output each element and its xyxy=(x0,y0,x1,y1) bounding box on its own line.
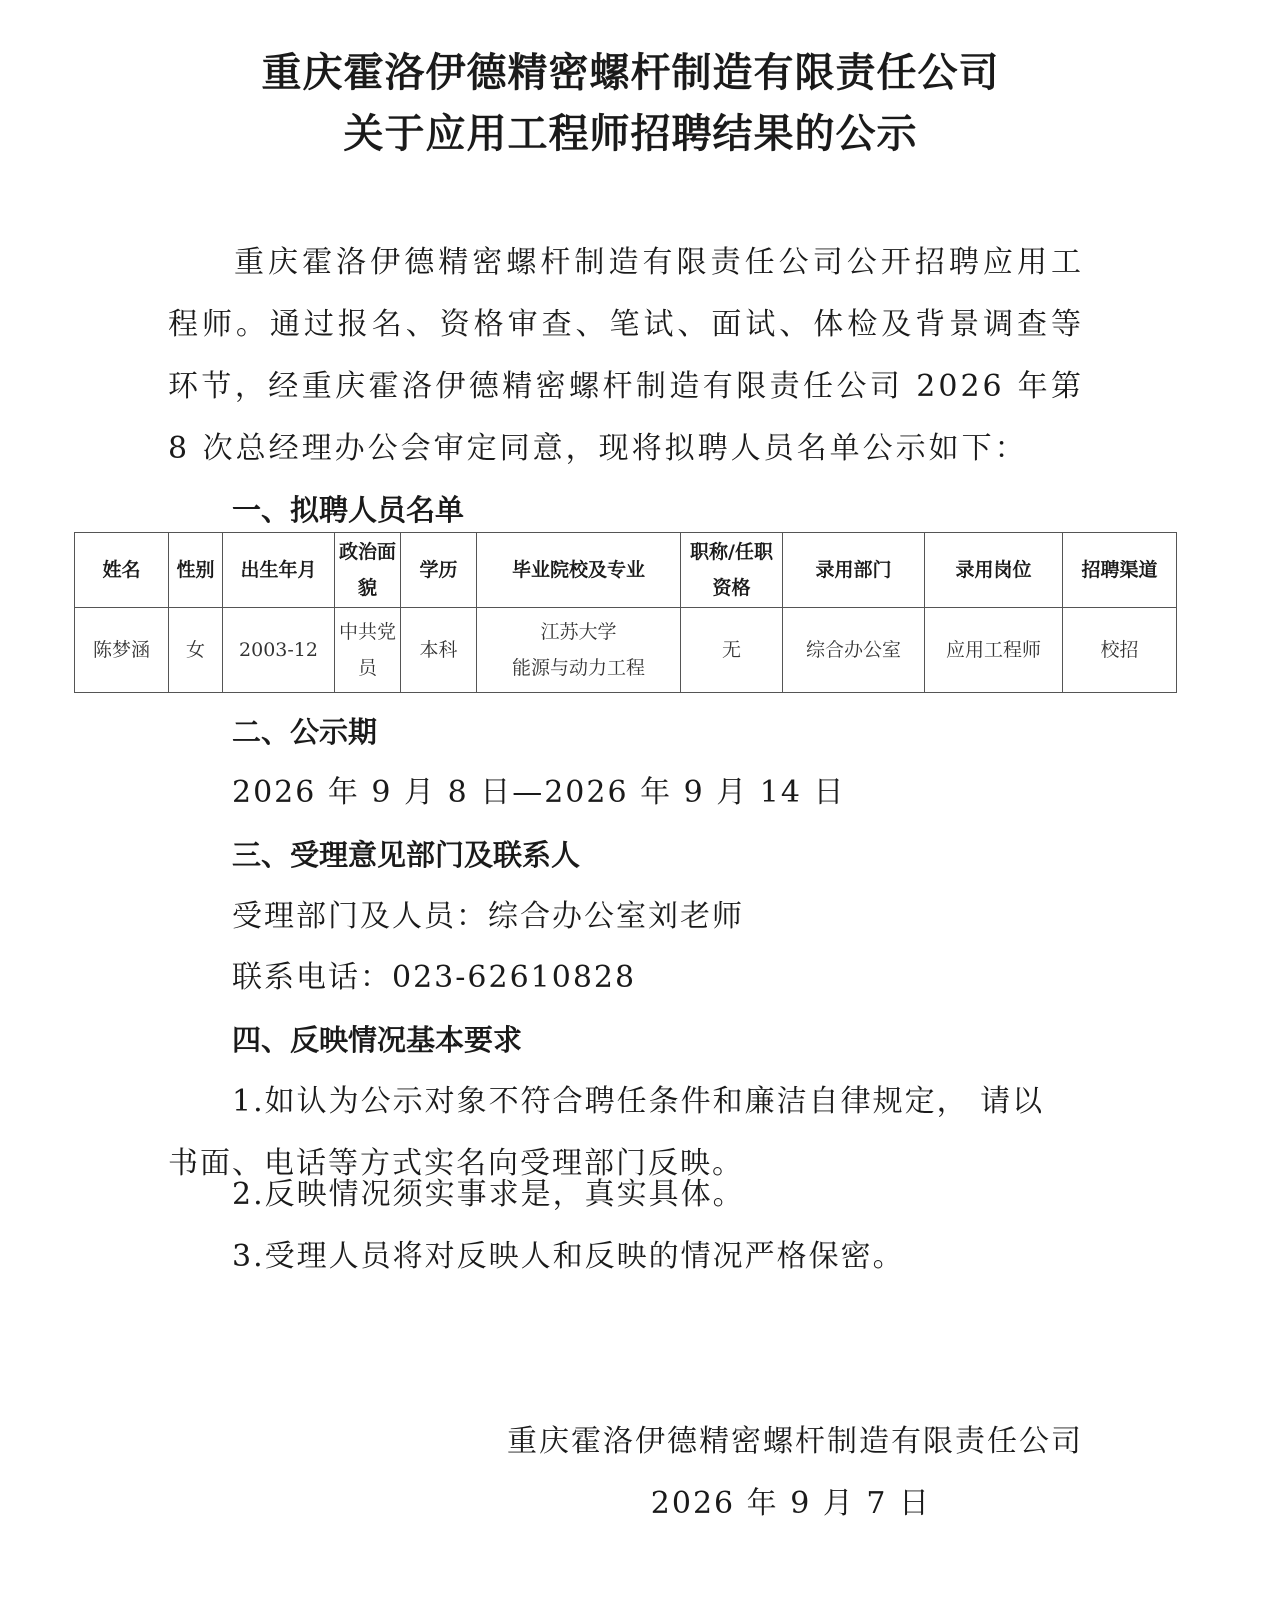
intro-paragraph: 重庆霍洛伊德精密螺杆制造有限责任公司公开招聘应用工程师。通过报名、资格审查、笔试、面试、体检及背景调查等环节，经重庆霍洛伊德精密螺杆制造有限责任公司 2026 年第 8 次总经理办公会审定同意，现将拟聘人员名单公示如下： xyxy=(168,245,1084,466)
section2-heading: 二、公示期 xyxy=(232,715,378,749)
cell-school: 江苏大学 xyxy=(540,621,617,643)
header-education: 学历 xyxy=(401,533,477,608)
cell-education: 本科 xyxy=(401,608,477,693)
signature-company: 重庆霍洛伊德精密螺杆制造有限责任公司 xyxy=(507,1424,1083,1459)
contact-person: 受理部门及人员：综合办公室刘老师 xyxy=(232,899,744,934)
header-name: 姓名 xyxy=(75,533,169,608)
cell-major: 能源与动力工程 xyxy=(511,657,645,679)
cell-channel: 校招 xyxy=(1063,608,1177,693)
section4-heading: 四、反映情况基本要求 xyxy=(232,1023,523,1057)
cell-political: 中共党员 xyxy=(335,608,401,693)
header-department: 录用部门 xyxy=(783,533,925,608)
document-title-line2: 关于应用工程师招聘结果的公示 xyxy=(343,111,918,157)
cell-name: 陈梦涵 xyxy=(75,608,169,693)
candidate-table xyxy=(74,532,1177,693)
cell-birth: 2003-12 xyxy=(223,608,335,693)
document-title-line1: 重庆霍洛伊德精密螺杆制造有限责任公司 xyxy=(261,50,1000,96)
header-title-qualification: 职称/任职资格 xyxy=(681,533,783,608)
table-header-row xyxy=(75,533,1177,608)
cell-department: 综合办公室 xyxy=(783,608,925,693)
header-school-major: 毕业院校及专业 xyxy=(477,533,681,608)
signature-date: 2026 年 9 月 7 日 xyxy=(650,1486,931,1521)
cell-gender: 女 xyxy=(169,608,223,693)
publicity-period: 2026 年 9 月 8 日—2026 年 9 月 14 日 xyxy=(232,775,846,810)
header-political: 政治面貌 xyxy=(335,533,401,608)
requirement-item-2: 2.反映情况须实事求是，真实具体。 xyxy=(232,1177,745,1212)
table-row xyxy=(75,608,1177,693)
section3-heading: 三、受理意见部门及联系人 xyxy=(232,838,581,872)
cell-position: 应用工程师 xyxy=(925,608,1063,693)
requirement-item-3: 3.受理人员将对反映人和反映的情况严格保密。 xyxy=(232,1239,905,1274)
header-channel: 招聘渠道 xyxy=(1063,533,1177,608)
cell-title-qualification: 无 xyxy=(681,608,783,693)
section1-heading: 一、拟聘人员名单 xyxy=(232,493,465,527)
header-gender: 性别 xyxy=(169,533,223,608)
header-birth: 出生年月 xyxy=(223,533,335,608)
contact-phone: 联系电话：023-62610828 xyxy=(232,960,637,995)
cell-school-major xyxy=(477,608,681,693)
requirement-item-1: 1.如认为公示对象不符合聘任条件和廉洁自律规定， 请以书面、电话等方式实名向受理部门反映。 xyxy=(168,1084,1045,1181)
header-position: 录用岗位 xyxy=(925,533,1063,608)
